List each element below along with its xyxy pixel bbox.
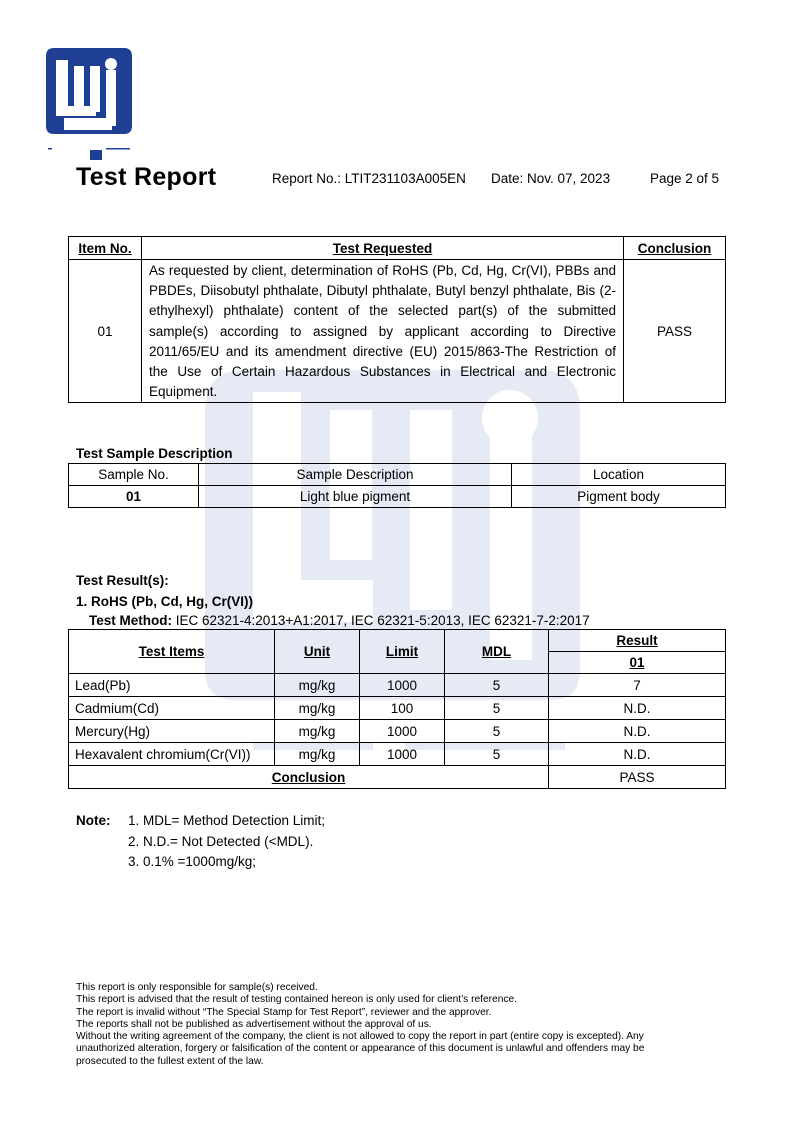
list-item: 3. 0.1% =1000mg/kg; bbox=[128, 854, 256, 869]
footer-line: This report is advised that the result of testing contained hereon is only used for client’s reference. bbox=[76, 994, 517, 1006]
table-row bbox=[69, 720, 726, 743]
test-method-label: Test Method: bbox=[89, 613, 172, 628]
test-requested-header: Test Requested bbox=[142, 237, 624, 260]
sample-description-header: Sample Description bbox=[199, 464, 512, 486]
result-header: Result bbox=[549, 630, 726, 652]
report-date: Date: Nov. 07, 2023 bbox=[491, 171, 611, 186]
unit-cell: mg/kg bbox=[275, 674, 360, 697]
rohs-subtitle: 1. RoHS (Pb, Cd, Hg, Cr(VI)) bbox=[76, 594, 253, 609]
page-title: Test Report bbox=[76, 163, 217, 191]
conclusion-label-cell: Conclusion bbox=[69, 766, 549, 789]
test-request-text: As requested by client, determination of RoHS (Pb, Cd, Hg, Cr(VI), PBBs and PBDEs, Diisobutyl phthalate, Dibutyl phthalate, Butyl benzyl phthalate, Bis (2-ethylhexyl) phthalate) content of the selected part(s) of the submitted sample(s) according to assigned by applicant according to Directive 2011/65/EU and its amendment directive (EU) 2015/863-The Restriction of the Use of Certain Hazardous Substances in Electrical and Electronic Equipment. bbox=[142, 260, 624, 403]
item-no-cell: 01 bbox=[69, 260, 142, 403]
list-item: 2. N.D.= Not Detected (<MDL). bbox=[128, 833, 314, 849]
conclusion-row bbox=[69, 766, 726, 789]
location-cell: Pigment body bbox=[512, 486, 726, 508]
result-cell: 7 bbox=[549, 674, 726, 697]
sample-section-title: Test Sample Description bbox=[76, 446, 233, 461]
result-sample-header: 01 bbox=[549, 652, 726, 674]
results-table bbox=[68, 629, 726, 789]
test-requested-table bbox=[68, 236, 726, 403]
item-no-header: Item No. bbox=[69, 237, 142, 260]
conclusion-value-cell: PASS bbox=[549, 766, 726, 789]
limit-cell: 100 bbox=[360, 697, 445, 720]
note-label: Note: bbox=[76, 813, 111, 828]
unit-cell: mg/kg bbox=[275, 720, 360, 743]
test-method bbox=[89, 613, 590, 628]
results-section-title: Test Result(s): bbox=[76, 573, 169, 588]
limit-cell: 1000 bbox=[360, 720, 445, 743]
footer-disclaimer bbox=[76, 982, 686, 1068]
company-logo bbox=[44, 46, 134, 162]
unit-header: Unit bbox=[275, 630, 360, 674]
limit-header: Limit bbox=[360, 630, 445, 674]
footer-line: This report is only responsible for sample(s) received. bbox=[76, 982, 318, 993]
mdl-cell: 5 bbox=[445, 697, 549, 720]
sample-table bbox=[68, 463, 726, 508]
footer-line: The report is invalid without “The Special Stamp for Test Report”, reviewer and the approver. bbox=[76, 1006, 492, 1018]
report-number: Report No.: LTIT231103A005EN bbox=[272, 171, 466, 186]
sample-no-header: Sample No. bbox=[69, 464, 199, 486]
mdl-cell: 5 bbox=[445, 674, 549, 697]
conclusion-cell: PASS bbox=[624, 260, 726, 403]
table-row bbox=[69, 743, 726, 766]
result-cell: N.D. bbox=[549, 697, 726, 720]
table-row bbox=[69, 697, 726, 720]
test-item-cell: Cadmium(Cd) bbox=[69, 697, 275, 720]
location-header: Location bbox=[512, 464, 726, 486]
result-cell: N.D. bbox=[549, 720, 726, 743]
test-item-cell: Hexavalent chromium(Cr(VI)) bbox=[69, 743, 275, 766]
table-row bbox=[69, 674, 726, 697]
sample-no-cell: 01 bbox=[69, 486, 199, 508]
sample-description-cell: Light blue pigment bbox=[199, 486, 512, 508]
limit-cell: 1000 bbox=[360, 674, 445, 697]
test-item-cell: Mercury(Hg) bbox=[69, 720, 275, 743]
footer-line: Without the writing agreement of the company, the client is not allowed to copy the report in part (entire copy is excepted). Any unauthorized alteration, forgery or falsification of the content or appearance of this document is unlawful and offenders may be prosecuted to the fullest extent of the law. bbox=[76, 1031, 645, 1067]
limit-cell: 1000 bbox=[360, 743, 445, 766]
footer-line: The reports shall not be published as advertisement without the approval of us. bbox=[76, 1018, 432, 1030]
unit-cell: mg/kg bbox=[275, 697, 360, 720]
mdl-header: MDL bbox=[445, 630, 549, 674]
mdl-cell: 5 bbox=[445, 720, 549, 743]
note-list bbox=[128, 813, 325, 875]
list-item: 1. MDL= Method Detection Limit; bbox=[128, 813, 325, 828]
result-cell: N.D. bbox=[549, 743, 726, 766]
mdl-cell: 5 bbox=[445, 743, 549, 766]
conclusion-header: Conclusion bbox=[624, 237, 726, 260]
test-method-value: IEC 62321-4:2013+A1:2017, IEC 62321-5:2013, IEC 62321-7-2:2017 bbox=[172, 613, 590, 628]
test-items-header: Test Items bbox=[69, 630, 275, 674]
test-item-cell: Lead(Pb) bbox=[69, 674, 275, 697]
unit-cell: mg/kg bbox=[275, 743, 360, 766]
page-number: Page 2 of 5 bbox=[650, 171, 720, 186]
